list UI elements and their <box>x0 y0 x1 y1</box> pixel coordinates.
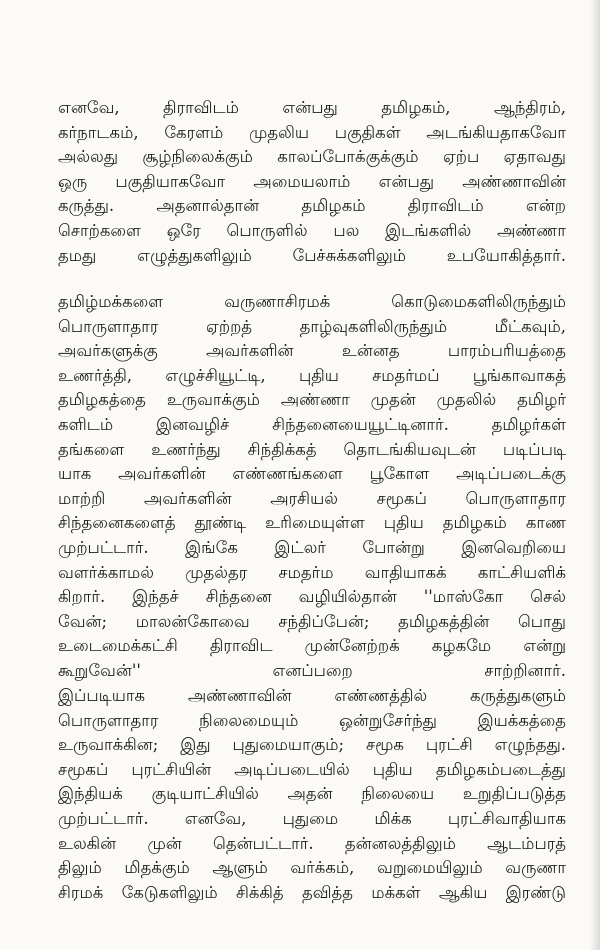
text-line: உடைமைக்கட்சி திராவிட முன்னேற்றக் கழகமே என்று <box>58 636 566 656</box>
text-line: தங்களை உணர்ந்து சிந்திக்கத் தொடங்கியவுடன் படிப்படி <box>58 439 566 459</box>
text-line: உணர்த்தி, எழுச்சியூட்டி, புதிய சமதர்மப் பூங்காவாகத் <box>58 365 566 385</box>
text-line: திலும் மிதக்கும் ஆளும் வர்க்கம், வறுமையிலும் வருணா <box>58 858 566 878</box>
text-line: இந்தியக் குடியாட்சியில் அதன் நிலையை உறுதிப்படுத்த <box>58 784 566 804</box>
text-line: உலகின் முன் தென்பட்டார். தன்னலத்திலும் ஆடம்பரத் <box>58 833 566 853</box>
text-line: முற்பட்டார். இங்கே இட்லர் போன்று இனவெறியை <box>58 537 566 557</box>
text-line: முற்பட்டார். எனவே, புதுமை மிக்க புரட்சிவாதியாக <box>58 808 566 828</box>
text-line: எனவே, திராவிடம் என்பது தமிழகம், ஆந்திரம், <box>58 98 566 117</box>
text-line: சிந்தனைகளைத் தூண்டி உரிமையுள்ள புதிய தமிழகம் காண <box>58 513 566 533</box>
text-line: கிறார். இந்தச் சிந்தனை வழியில்தான் ''மாஸ்கோ செல் <box>58 587 566 607</box>
text-line: வளர்க்காமல் முதல்தர சமதர்ம வாதியாகக் காட்சியளிக் <box>58 562 566 582</box>
text-line: தமிழகத்தை உருவாக்கும் அண்ணா முதன் முதலில் தமிழர் <box>58 390 566 410</box>
text-line: அல்லது சூழ்நிலைக்கும் காலப்போக்குக்கும் ஏற்ப ஏதாவது <box>58 147 566 167</box>
text-line: களிடம் இனவழிச் சிந்தனையையூட்டினார். தமிழர்கள் <box>58 414 566 434</box>
text-line: பொருளாதார ஏற்றத் தாழ்வுகளிலிருந்தும் மீட்கவும், <box>58 316 566 336</box>
text-line: மாற்றி அவர்களின் அரசியல் சமூகப் பொருளாதார <box>58 488 566 508</box>
text-line: தமிழ்மக்களை வருணாசிரமக் கொடுமைகளிலிருந்தும் <box>58 292 566 311</box>
text-line: ஒரு பகுதியாகவோ அமையலாம் என்பது அண்ணாவின் <box>58 171 566 191</box>
text-line: கூறுவேன்'' எனப்பறை சாற்றினார். <box>58 660 566 680</box>
paragraph-1 <box>58 96 566 268</box>
paragraph-3 <box>58 684 566 905</box>
text-line: வேன்; மாலன்கோவை சந்திப்பேன்; தமிழகத்தின் பொது <box>58 611 566 631</box>
text-line: கர்நாடகம், கேரளம் முதலிய பகுதிகள் அடங்கியதாகவோ <box>58 122 566 142</box>
paragraph-2 <box>58 290 566 684</box>
text-line: உருவாக்கின; இது புதுமையாகும்; சமூக புரட்சி எழுந்தது. <box>58 735 566 755</box>
page-edge-shadow <box>590 0 600 950</box>
text-line: பொருளாதார நிலைமையும் ஒன்றுசேர்ந்து இயக்கத்தை <box>58 710 566 730</box>
text-line: சமூகப் புரட்சியின் அடிப்படையில் புதிய தமிழகம்படைத்து <box>58 759 566 779</box>
text-line: அவர்களுக்கு அவர்களின் உன்னத பாரம்பரியத்தை <box>58 341 566 361</box>
text-line: யாக அவர்களின் எண்ணங்களை பூகோள அடிப்படைக்கு <box>58 464 566 484</box>
text-line: கருத்து. அதனால்தான் தமிழகம் திராவிடம் என்ற <box>58 196 566 216</box>
text-line: சிரமக் கேடுகளிலும் சிக்கித் தவித்த மக்கள் ஆகிய இரண்டு <box>58 882 566 902</box>
text-line: தமது எழுத்துகளிலும் பேச்சுக்களிலும் உபயோகித்தார். <box>58 245 566 265</box>
text-line: சொற்களை ஒரே பொருளில் பல இடங்களில் அண்ணா <box>58 220 566 240</box>
text-line: இப்படியாக அண்ணாவின் எண்ணத்தில் கருத்துகளும் <box>58 686 566 705</box>
